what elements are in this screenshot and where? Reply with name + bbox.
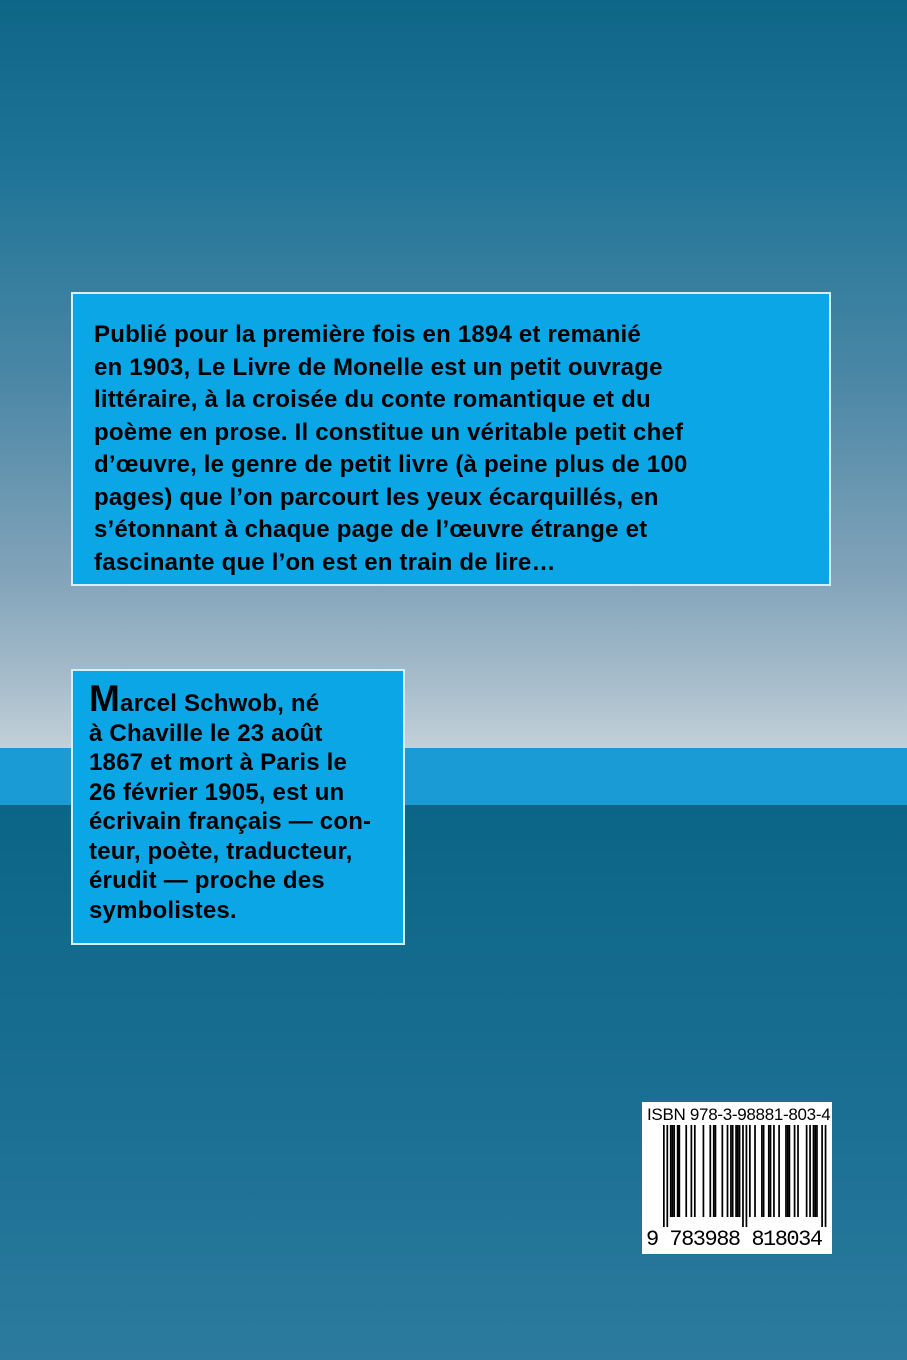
- barcode-bar: [735, 1125, 737, 1217]
- isbn-label: ISBN 978-3-98881-803-4: [647, 1105, 831, 1124]
- synopsis-box: [71, 292, 831, 586]
- barcode-bar: [666, 1125, 668, 1227]
- synopsis-text: [94, 319, 809, 579]
- barcode-bar: [713, 1125, 715, 1217]
- barcode-bar: [825, 1125, 827, 1227]
- barcode-bar: [694, 1125, 696, 1217]
- barcode-bar: [814, 1125, 816, 1217]
- barcode-bar: [809, 1125, 811, 1217]
- barcode-bar: [739, 1125, 741, 1217]
- barcode-bar: [768, 1125, 770, 1217]
- barcode-bar: [715, 1125, 717, 1217]
- barcode-bar: [730, 1125, 732, 1217]
- barcode-bar: [709, 1125, 711, 1217]
- drop-cap: M: [89, 678, 121, 719]
- barcode-bar: [761, 1125, 763, 1217]
- barcode-bar: [703, 1125, 705, 1217]
- synopsis-line: fascinante que l’on est en train de lire…: [94, 548, 556, 576]
- barcode-bar: [677, 1125, 679, 1217]
- barcode-bar: [773, 1125, 775, 1217]
- barcode-bar: [691, 1125, 693, 1217]
- barcode-bar: [749, 1125, 751, 1217]
- barcode-bar: [816, 1125, 818, 1217]
- barcode-bar: [672, 1125, 674, 1217]
- barcode-bar: [673, 1125, 675, 1217]
- barcode-bar: [754, 1125, 756, 1217]
- barcode-bar: [789, 1125, 791, 1217]
- barcode-bar: [721, 1125, 723, 1217]
- barcode-bar: [678, 1125, 680, 1217]
- barcode-bar: [821, 1125, 823, 1227]
- barcode-bar: [770, 1125, 772, 1217]
- barcode-bar: [727, 1125, 729, 1217]
- author-bio-box: [71, 669, 405, 945]
- isbn-barcode: [642, 1102, 832, 1254]
- barcode-bar: [737, 1125, 739, 1217]
- bio-line: à Chaville le 23 août: [89, 719, 323, 747]
- barcode-bar: [797, 1125, 799, 1217]
- barcode-bar: [813, 1125, 815, 1217]
- barcode-bars: [647, 1125, 827, 1227]
- barcode-bar: [746, 1125, 748, 1227]
- synopsis-line: d’œuvre, le genre de petit livre (à peine plus de 100: [94, 451, 688, 478]
- barcode-bar: [670, 1125, 672, 1217]
- ean-digits: 9 783988 818034: [646, 1227, 822, 1252]
- barcode-bar: [763, 1125, 765, 1217]
- barcode-bar: [794, 1125, 796, 1217]
- barcode-bar: [732, 1125, 734, 1217]
- bio-line: écrivain français — con-: [89, 808, 372, 835]
- synopsis-line: s’étonnant à chaque page de l’œuvre étrange et: [94, 516, 648, 543]
- barcode-bar: [785, 1125, 787, 1217]
- synopsis-line: pages) que l’on parcourt les yeux écarquillés, en: [94, 483, 659, 511]
- synopsis-line: littéraire, à la croisée du conte romantique et du: [94, 386, 651, 413]
- barcode-bar: [685, 1125, 687, 1217]
- bio-line: 1867 et mort à Paris le: [89, 749, 348, 776]
- barcode-bar: [806, 1125, 808, 1217]
- synopsis-line: poème en prose. Il constitue un véritable petit chef: [94, 418, 684, 446]
- bio-line: teur, poète, traducteur,: [89, 837, 353, 865]
- barcode-bar: [778, 1125, 780, 1217]
- barcode-bar: [742, 1125, 744, 1227]
- barcode-bar: [787, 1125, 789, 1217]
- barcode-bar: [663, 1125, 665, 1227]
- bio-line: arcel Schwob, né: [120, 690, 320, 717]
- author-bio-text: [89, 678, 395, 925]
- synopsis-line: Publié pour la première fois en 1894 et remanié: [94, 321, 641, 348]
- bio-line: symbolistes.: [89, 896, 237, 924]
- synopsis-line: en 1903, Le Livre de Monelle est un petit ouvrage: [94, 353, 663, 381]
- bio-line: 26 février 1905, est un: [89, 778, 345, 806]
- bio-line: érudit — proche des: [89, 867, 325, 894]
